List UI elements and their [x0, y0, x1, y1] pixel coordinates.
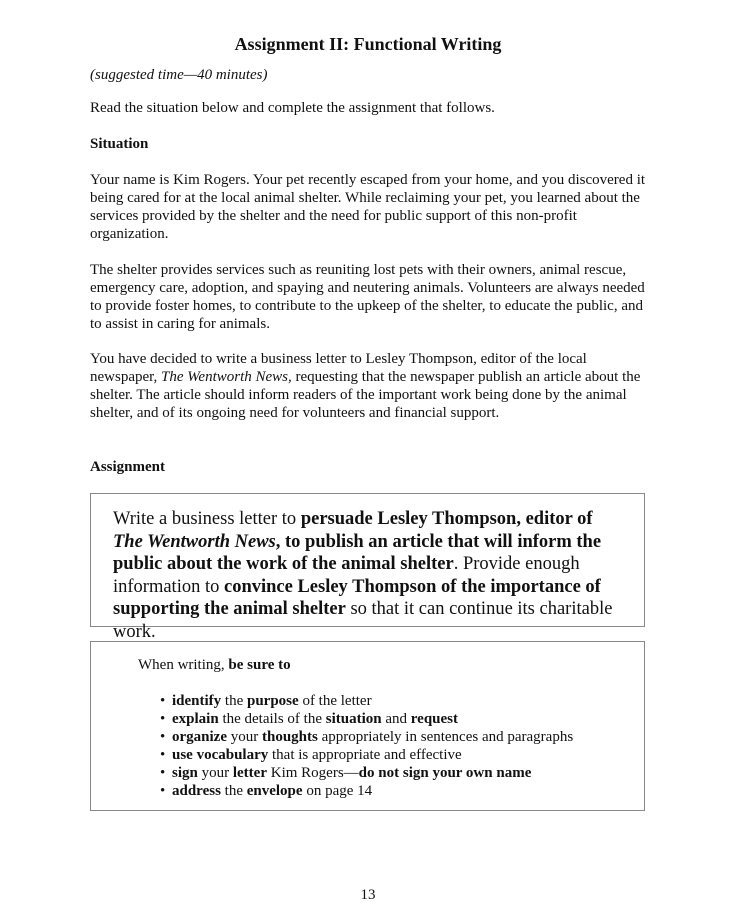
checklist-item-text: situation — [325, 711, 382, 727]
checklist-intro-bold: be sure to — [228, 657, 291, 673]
checklist-item-text: address — [172, 783, 221, 799]
checklist-intro-plain: When writing, — [138, 657, 229, 673]
checklist-item — [160, 728, 620, 746]
checklist-item-text: the — [220, 783, 247, 799]
checklist-item — [160, 692, 620, 710]
task-part-7: so that it can continue its charitable work. — [113, 599, 613, 642]
checklist-item-text: the — [221, 693, 247, 709]
assignment-heading: Assignment — [90, 459, 166, 475]
checklist-item-text: explain — [172, 711, 219, 727]
checklist-item-text: letter — [232, 765, 267, 781]
bullet-icon: • — [160, 693, 166, 709]
checklist-item — [160, 782, 620, 800]
bullet-icon: • — [160, 729, 166, 745]
checklist-item-text: your — [226, 729, 262, 745]
task-text — [113, 508, 623, 643]
checklist-item-text: request — [410, 711, 459, 727]
task-part-2: persuade Lesley Thompson, editor of — [300, 509, 593, 529]
checklist-item-text: purpose — [247, 693, 299, 709]
checklist-list — [160, 692, 620, 800]
task-part-6: convince Lesley Thompson of the importance of supporting the animal shelter — [113, 576, 601, 619]
task-part-5: . Provide enough information to — [113, 554, 580, 597]
situation-paragraph-1: Your name is Kim Rogers. Your pet recently escaped from your home, and you discovered it being cared for at the local animal shelter. While reclaiming your pet, you learned about the services provided by the shelter and the need for public support of this non-profit organization. — [90, 172, 646, 242]
checklist-item-text: envelope — [246, 783, 303, 799]
checklist-item-text: your — [197, 765, 233, 781]
task-part-4: , to publish an article that will inform the public about the work of the animal shelter — [113, 531, 602, 574]
bullet-icon: • — [160, 747, 166, 763]
checklist-item-text: appropriately in sentences and paragraphs — [317, 729, 574, 745]
checklist-item-text: thoughts — [261, 729, 318, 745]
task-box — [90, 493, 645, 642]
page-number: 13 — [360, 887, 376, 903]
page-title: Assignment II: Functional Writing — [234, 34, 502, 54]
checklist-intro — [138, 656, 291, 674]
situation-p3-part-a: You have decided to write a business letter to Lesley Thompson, editor of the local newspaper, — [90, 351, 587, 385]
intro-text: Read the situation below and complete the assignment that follows. — [90, 100, 495, 116]
checklist-item — [160, 764, 620, 782]
checklist-item-text: use vocabulary — [172, 747, 269, 763]
checklist-item-text: and — [381, 711, 411, 727]
checklist-item-text: on page 14 — [302, 783, 373, 799]
checklist-item-text: organize — [172, 729, 227, 745]
checklist-item-text: of the letter — [298, 693, 372, 709]
checklist-item-text: sign — [172, 765, 198, 781]
bullet-icon: • — [160, 783, 166, 799]
bullet-icon: • — [160, 711, 166, 727]
checklist-item-text: that is appropriate and effective — [268, 747, 462, 763]
bullet-icon: • — [160, 765, 166, 781]
checklist-item-text: Kim Rogers— — [267, 765, 359, 781]
checklist-item-text: identify — [172, 693, 222, 709]
situation-paragraph-2: The shelter provides services such as reuniting lost pets with their owners, animal rescue, emergency care, adoption, and spaying and neutering animals. Volunteers are always needed to provide foster homes, to contribute to the upkeep of the shelter, to educate the public, and to assist in caring for animals. — [90, 262, 645, 332]
checklist-item-text: do not sign your own name — [358, 765, 532, 781]
situation-paragraph-3 — [90, 350, 650, 422]
task-part-1: Write a business letter to — [113, 509, 301, 529]
situation-p3-part-c: , requesting that the newspaper publish an article about the shelter. The article should inform readers of the important work being done by the animal shelter, and of its ongoing need for volunteers and financial support. — [90, 369, 641, 421]
task-part-3: The Wentworth News — [113, 531, 276, 552]
newspaper-name: The Wentworth News — [161, 369, 289, 385]
checklist-box — [90, 641, 645, 811]
situation-heading: Situation — [90, 136, 149, 152]
checklist-item-text: the details of the — [218, 711, 326, 727]
suggested-time: (suggested time—40 minutes) — [90, 67, 268, 83]
checklist-item — [160, 746, 620, 764]
checklist-item — [160, 710, 620, 728]
